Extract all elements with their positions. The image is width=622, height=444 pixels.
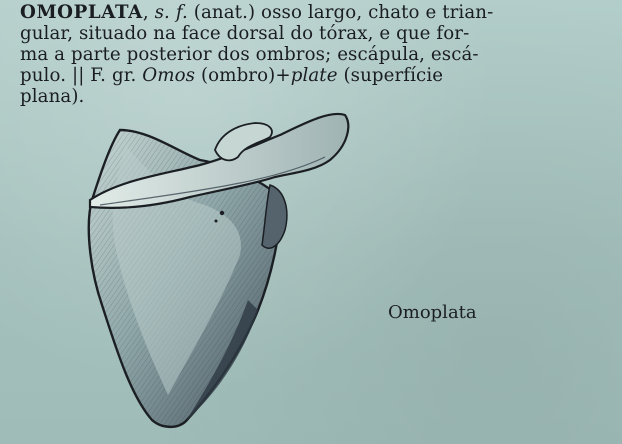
foramen-mark (215, 220, 218, 223)
entry-line-1 (20, 2, 610, 23)
figure-caption: Omoplata (388, 302, 477, 323)
greek-root: Omos (142, 65, 196, 86)
entry-line-4-a: pulo. || F. gr. (20, 65, 143, 86)
headword: OMOPLATA (20, 2, 143, 23)
entry-line-4 (20, 65, 610, 86)
entry-line-2: gular, situado na face dorsal do tórax, e que for- (20, 23, 470, 44)
foramen-mark (220, 211, 224, 215)
dictionary-entry (20, 2, 610, 107)
part-of-speech: s. f. (154, 2, 188, 23)
entry-line-3: ma a parte posterior dos ombros; escápula, escá- (20, 44, 479, 65)
greek-root-2: plate (290, 65, 338, 86)
scapula-illustration-icon (80, 105, 350, 430)
entry-line-5: plana). (20, 86, 85, 107)
entry-line-1-rest: , s. f. (anat.) osso largo, chato e trian- (142, 2, 494, 23)
entry-line-4-c: (superfície (337, 65, 444, 86)
entry-line-4-b: (ombro)+ (195, 65, 291, 86)
